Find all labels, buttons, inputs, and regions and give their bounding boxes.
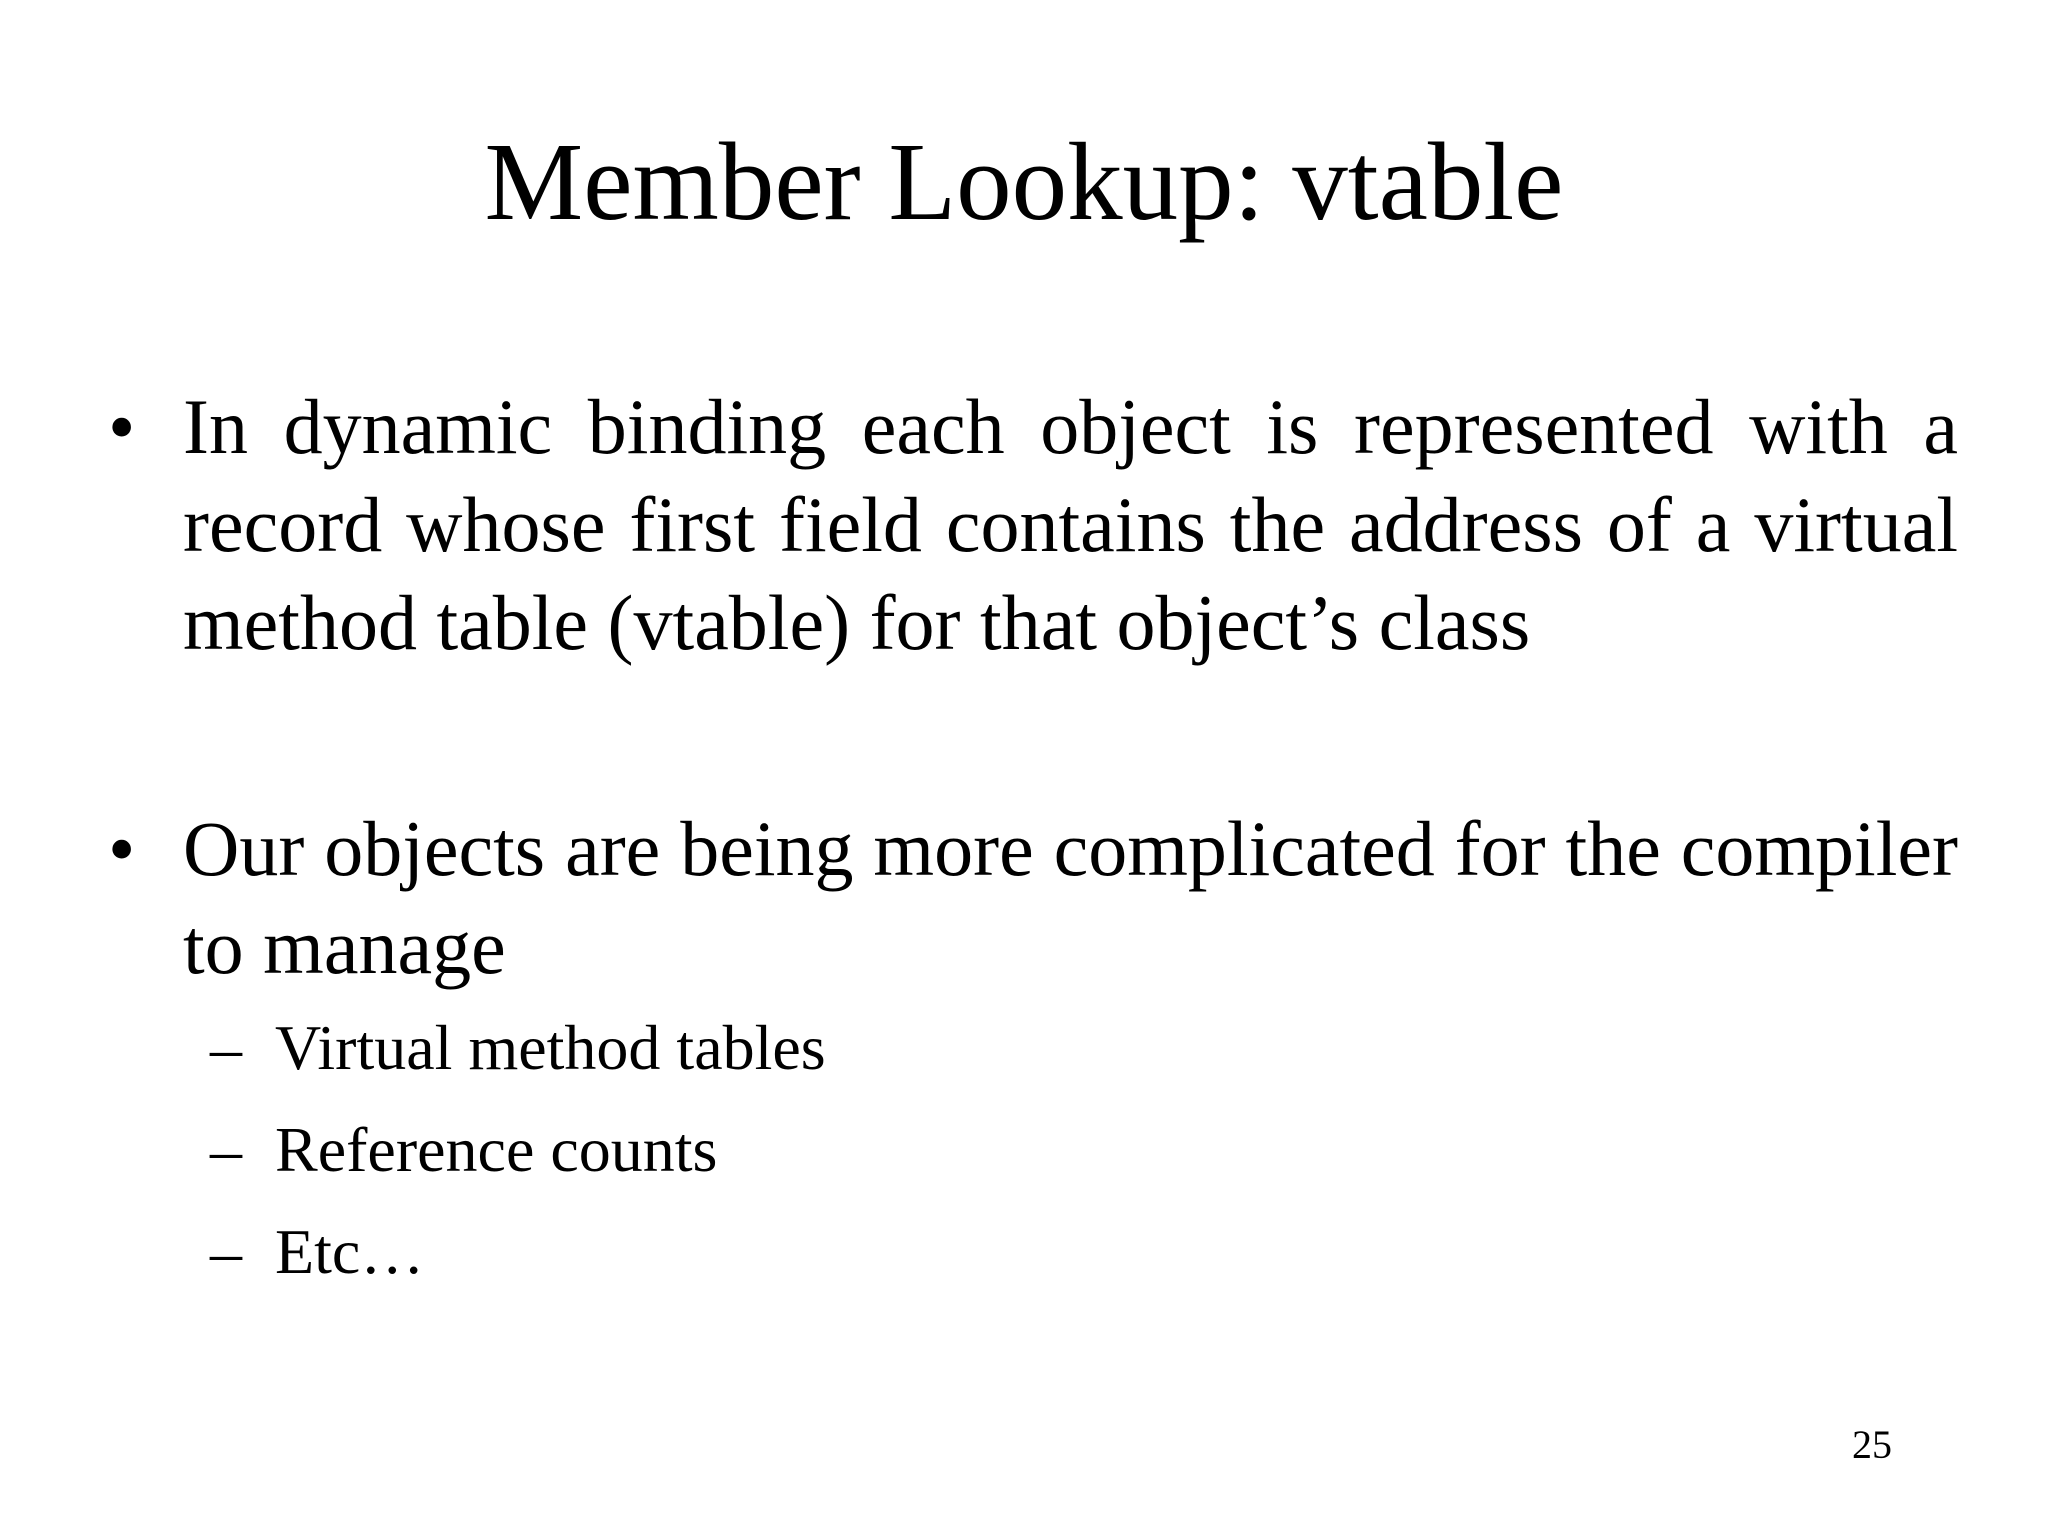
bullet-item (108, 378, 1958, 672)
sub-bullet-item (210, 1110, 1910, 1190)
sub-bullet-marker: – (210, 1216, 242, 1287)
sub-bullet-text: Etc… (275, 1216, 425, 1287)
sub-bullet-marker: – (210, 1012, 242, 1083)
bullet-text: In dynamic binding each object is represented with a record whose first field contains the address of a virtual method table (vtable) for that object’s class (183, 383, 1958, 666)
page-number: 25 (1852, 1422, 1892, 1467)
sub-bullet-item (210, 1212, 1910, 1292)
sub-bullet-text: Reference counts (275, 1114, 718, 1185)
slide-title: Member Lookup: vtable (484, 121, 1564, 244)
sub-bullet-text: Virtual method tables (275, 1012, 826, 1083)
bullet-marker: • (108, 383, 136, 470)
bullet-item (108, 800, 1958, 996)
bullet-marker: • (108, 805, 136, 892)
bullet-text: Our objects are being more complicated for the compiler to manage (183, 805, 1958, 990)
sub-bullet-item (210, 1008, 1910, 1088)
sub-bullet-marker: – (210, 1114, 242, 1185)
